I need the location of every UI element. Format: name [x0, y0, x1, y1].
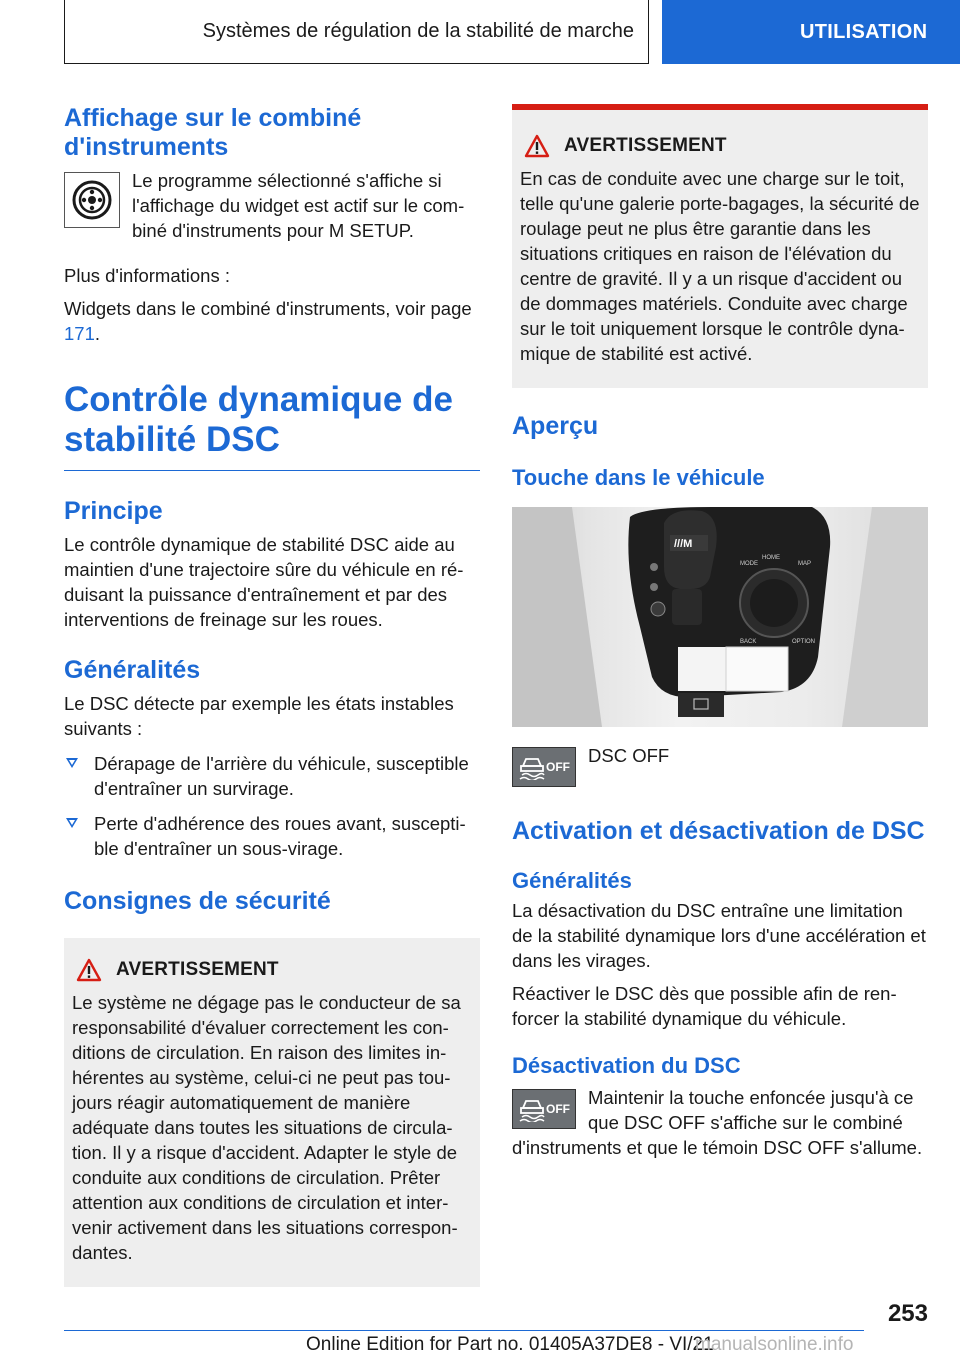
widgets-reference: [64, 296, 480, 346]
warning-header: [520, 134, 920, 158]
warning-box: [64, 938, 480, 1287]
more-info-label: Plus d'informations :: [64, 265, 230, 286]
principe-text: Le contrôle dynamique de stabilité DSC aide au maintien d'une trajectoire sûre du véhicule en réduisant la puissance d'entraînement et par des interventions de freinage sur les roues.: [64, 534, 464, 630]
apercu-heading: Aperçu: [512, 412, 599, 440]
combine-heading: Affichage sur le combiné d'instruments: [64, 104, 362, 161]
list-item-text: Perte d'adhérence des roues avant, susceptible d'entraîner un sous-virage.: [94, 813, 466, 859]
dsc-off-icon: [512, 747, 576, 787]
list-item-text: Dérapage de l'arrière du véhicule, susceptible d'entraîner un survirage.: [94, 753, 469, 799]
photo-label-mode: MODE: [740, 561, 758, 567]
dsc-off-icon: [512, 1089, 576, 1129]
photo-label-option: OPTION: [792, 639, 816, 645]
warning-label: AVERTISSEMENT: [116, 959, 279, 980]
desactivation-text: Maintenir la touche enfoncée jusqu'à ce que DSC OFF s'affiche sur le combiné d'instruments et que le témoin DSC OFF s'allume.: [512, 1087, 923, 1158]
instability-list: [64, 751, 480, 861]
combine-text: Le programme sélectionné s'affiche si l'affichage du widget est actif sur le combiné d'instruments pour M SETUP.: [132, 170, 465, 241]
generalites-subheading: Généralités: [512, 868, 632, 893]
desactivation-heading: Désactivation du DSC: [512, 1053, 741, 1078]
dsc-main-heading: Contrôle dynamique de stabilité DSC: [64, 380, 453, 459]
combine-info-row: [64, 168, 480, 243]
header-section-tab: [662, 0, 960, 64]
svg-text:///M: ///M: [674, 538, 693, 550]
section-divider: [64, 470, 480, 471]
warning-header: [72, 958, 472, 982]
warning-triangle-icon: [76, 958, 102, 982]
header-title-box: [64, 0, 649, 64]
warning-triangle-icon: [524, 134, 550, 158]
drive-program-icon: [64, 172, 120, 228]
photo-label-home: HOME: [762, 555, 780, 561]
warning-text: Le système ne dégage pas le conducteur de sa responsabilité d'évaluer correctement les conditions de circulation. En raison des limites inhérentes au système, celui-ci ne peut pas toujours réagir automatiquement de manière adéquate dans toutes les situations de circulation. Il y a risque d'accident. Adapter le style de conduite aux conditions de circulation. Prêter attention aux conditions de circulation et intervenir activement dans les situations correspondantes.: [72, 992, 461, 1263]
dsc-off-icon-text: OFF: [546, 760, 570, 774]
warning-text: En cas de conduite avec une charge sur le toit, telle qu'une galerie porte-bagages, la sécurité de roulage peut ne plus être garantie dans les situations critiques en raison de l'élévation du centre de gravité. Il y a un risque d'accident ou de dommages matériels. Conduite avec charge sur le toit uniquement lorsque le contrôle dynamique de stabilité est activé.: [520, 168, 920, 364]
generalites-text1: La désactivation du DSC entraîne une limitation de la stabilité dynamique lors d'une accélération et dans les virages.: [512, 900, 926, 971]
consignes-heading: Consignes de sécurité: [64, 887, 331, 915]
list-item: [64, 751, 480, 801]
bullet-triangle-icon: [66, 758, 78, 768]
widgets-end: .: [94, 323, 101, 344]
bullet-triangle-icon: [66, 818, 78, 828]
activation-heading: Activation et désactivation de DSC: [512, 817, 925, 845]
header-section-label: UTILISATION: [800, 20, 928, 43]
center-console-photo: [512, 507, 928, 727]
photo-label-back: BACK: [740, 639, 757, 645]
dsc-off-legend: [512, 745, 928, 787]
desactivation-block: [512, 1085, 928, 1160]
footer-edition: Online Edition for Part no. 01405A37DE8 - VI/21: [306, 1334, 714, 1355]
footer-divider: [64, 1330, 864, 1331]
widgets-page-link[interactable]: 171: [64, 323, 95, 344]
left-column: [64, 100, 480, 1287]
warning-label: AVERTISSEMENT: [564, 135, 727, 156]
photo-label-map: MAP: [798, 561, 812, 567]
generalites-text: Le DSC détecte par exemple les états instables suivants :: [64, 693, 454, 739]
dsc-off-icon-text: OFF: [546, 1102, 570, 1116]
touche-heading: Touche dans le véhicule: [512, 465, 765, 490]
warning-box: [512, 104, 928, 388]
generalites-text2: Réactiver le DSC dès que possible afin de renforcer la stabilité dynamique du véhicule.: [512, 983, 897, 1029]
dsc-off-label: DSC OFF: [588, 745, 670, 766]
generalites-heading: Généralités: [64, 656, 201, 684]
widgets-text: Widgets dans le combiné d'instruments, voir page: [64, 298, 472, 319]
page-number: 253: [887, 1300, 928, 1327]
footer-site-watermark: manualsonline.info: [695, 1334, 854, 1355]
right-column: [512, 104, 928, 1160]
principe-heading: Principe: [64, 497, 163, 525]
header-title: Systèmes de régulation de la stabilité de marche: [202, 20, 634, 42]
list-item: [64, 811, 480, 861]
